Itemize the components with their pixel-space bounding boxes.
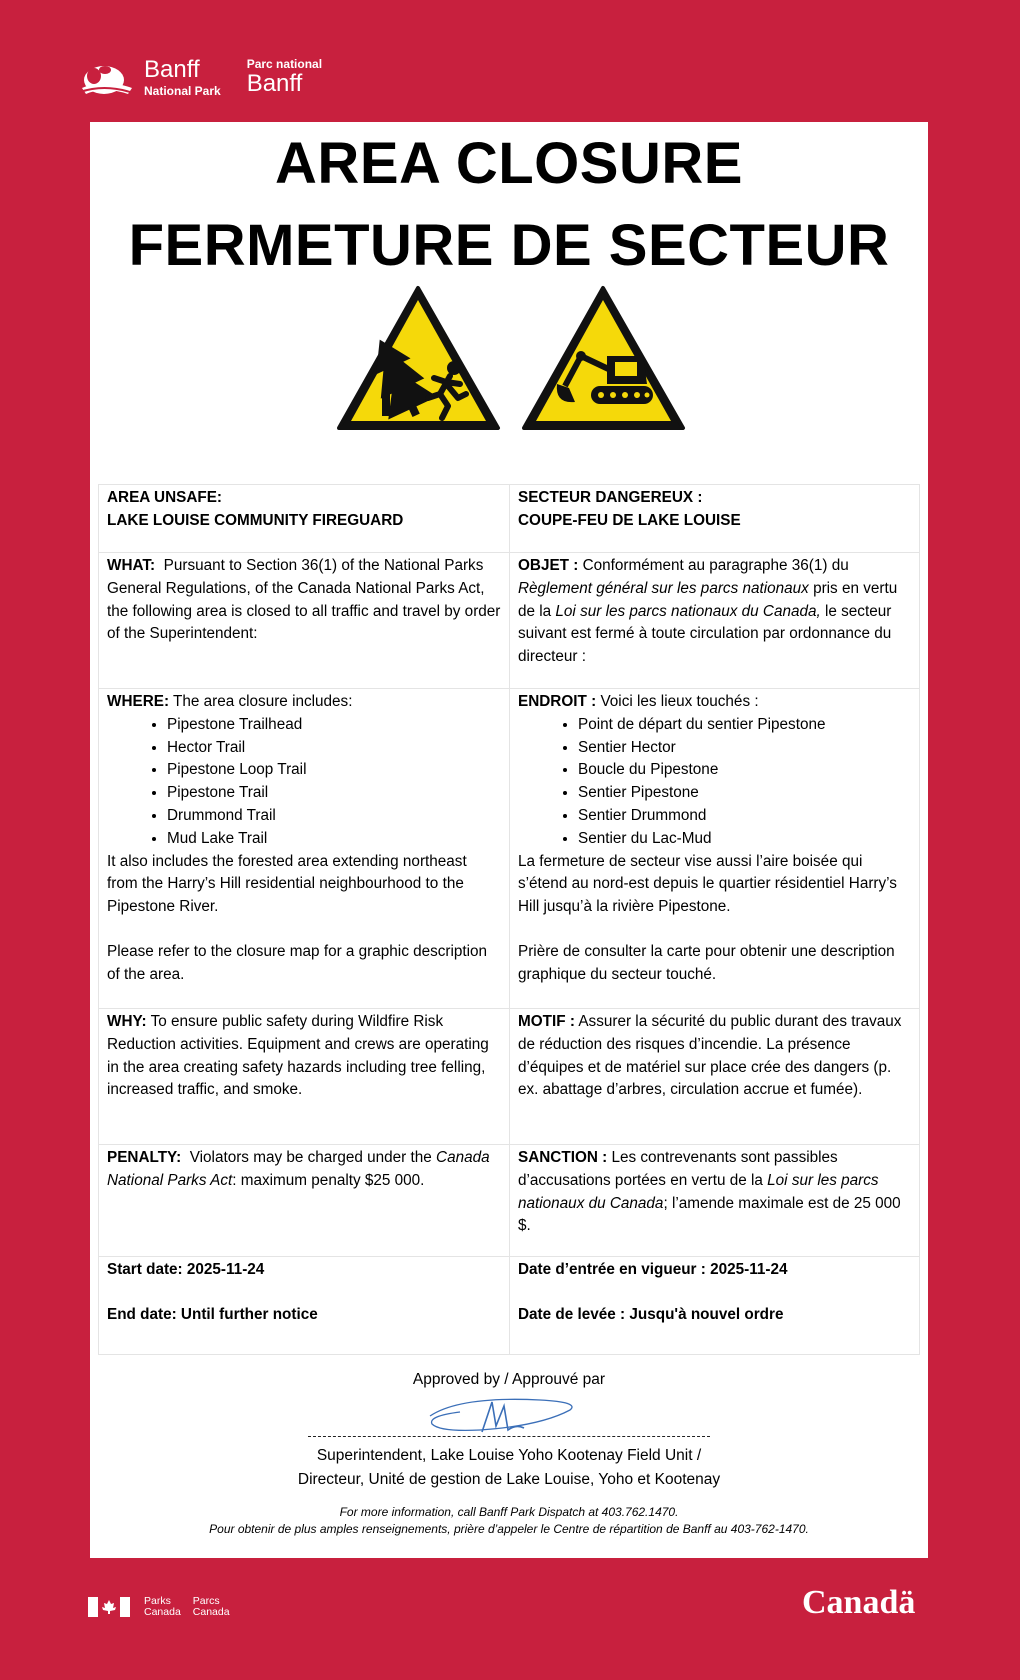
closure-info-table xyxy=(98,484,920,1355)
penalty-text-en-1: Violators may be charged under the xyxy=(189,1149,432,1166)
what-cell-en xyxy=(99,553,510,689)
signature-image xyxy=(420,1386,590,1442)
where-label-en: WHERE: xyxy=(107,693,170,710)
logo-fr-sub: Parc national xyxy=(246,57,323,71)
why-row xyxy=(99,1009,920,1145)
list-item: • Sentier Drummond xyxy=(578,805,911,828)
what-cell-fr xyxy=(510,553,920,689)
what-text-fr-1: Conformément au paragraphe 36(1) du xyxy=(582,557,849,574)
parks-en-line1: Parks xyxy=(144,1595,171,1607)
list-item: • Sentier Pipestone xyxy=(578,782,911,805)
what-label-fr: OBJET : xyxy=(518,557,579,574)
dates-cell-en xyxy=(99,1257,510,1355)
list-item: • Pipestone Trail xyxy=(167,782,501,805)
penalty-cell-en xyxy=(99,1145,510,1257)
where-cell-en xyxy=(99,689,510,1009)
contact-fr: Pour obtenir de plus amples renseignements, prière d’appeler le Centre de répartition de Banff au 403-762-1470. xyxy=(209,1522,809,1536)
penalty-label-fr: SANCTION : xyxy=(518,1149,608,1166)
what-italic-fr-1: Règlement général sur les parcs nationaux xyxy=(518,579,809,597)
what-text-fr-3: le secteur suivant est fermé à toute circulation par ordonnance du directeur : xyxy=(518,602,892,666)
list-item: • Boucle du Pipestone xyxy=(578,759,911,782)
what-italic-fr-2: Loi sur les parcs nationaux du Canada, xyxy=(555,602,821,620)
contact-info xyxy=(90,1504,928,1538)
parks-en-line2: Canada xyxy=(144,1606,181,1618)
where-refer-fr: Prière de consulter la carte pour obtenir une description graphique du secteur touché. xyxy=(518,942,895,983)
penalty-text-fr-2: ; l’amende maximale est de 25 000 $. xyxy=(518,1194,901,1235)
contact-en: For more information, call Banff Park Dispatch at 403.762.1470. xyxy=(339,1505,679,1519)
notice-panel xyxy=(90,122,928,1558)
falling-tree-warning-icon xyxy=(336,282,501,432)
end-date-en: End date: Until further notice xyxy=(107,1305,318,1323)
list-item: • Mud Lake Trail xyxy=(167,828,501,851)
area-cell-en xyxy=(99,485,510,553)
logo-fr-name: Banff xyxy=(246,70,303,97)
list-item: • Sentier Hector xyxy=(578,737,911,760)
canada-wordmark: Canadä xyxy=(802,1584,916,1621)
penalty-text-fr-1: Les contrevenants sont passibles d’accusations portées en vertu de la xyxy=(518,1149,838,1189)
penalty-italic-fr: Loi sur les parcs nationaux du Canada xyxy=(518,1171,879,1212)
where-cell-fr xyxy=(510,689,920,1009)
why-label-en: WHY: xyxy=(107,1013,147,1030)
where-list-en xyxy=(107,714,501,851)
penalty-row xyxy=(99,1145,920,1257)
start-date-en: Start date: 2025-11-24 xyxy=(107,1261,265,1278)
penalty-text-en-2: : maximum penalty $25 000. xyxy=(232,1171,425,1189)
why-label-fr: MOTIF : xyxy=(518,1013,575,1030)
where-intro-fr: Voici les lieux touchés : xyxy=(600,693,759,710)
parks-fr-line1: Parcs xyxy=(192,1595,220,1607)
area-row xyxy=(99,485,920,553)
dates-cell-fr xyxy=(510,1257,920,1355)
penalty-cell-fr xyxy=(510,1145,920,1257)
where-row xyxy=(99,689,920,1009)
parcs-canada-fr xyxy=(193,1596,230,1618)
list-item: • Drummond Trail xyxy=(167,805,501,828)
list-item: • Point de départ du sentier Pipestone xyxy=(578,714,911,737)
list-item: • Pipestone Trailhead xyxy=(167,714,501,737)
what-row xyxy=(99,553,920,689)
what-label-en: WHAT: xyxy=(107,557,156,574)
area-label-fr: SECTEUR DANGEREUX : xyxy=(518,489,703,506)
parks-canada-logo xyxy=(88,1596,230,1618)
why-cell-en xyxy=(99,1009,510,1145)
title-french: FERMETURE DE SECTEUR xyxy=(128,213,890,278)
approved-by: Approved by / Approuvé par xyxy=(412,1371,606,1388)
list-item: • Sentier du Lac-Mud xyxy=(578,828,911,851)
where-extra-fr: La fermeture de secteur vise aussi l’aire boisée qui s’étend au nord-est depuis le quartier résidentiel Harry’s Hill jusqu’à la rivière Pipestone. xyxy=(518,852,897,916)
why-text-fr: Assurer la sécurité du public durant des travaux de réduction des risques d’incendie. La présence d’équipes et de matériel sur place crée des dangers (p. ex. abattage d’arbres, circulation accrue et fumée). xyxy=(518,1013,902,1099)
signature-line xyxy=(308,1436,710,1437)
superintendent-title-en: Superintendent, Lake Louise Yoho Kootenay Field Unit / xyxy=(316,1447,702,1464)
where-label-fr: ENDROIT : xyxy=(518,693,597,710)
where-intro-en: The area closure includes: xyxy=(173,693,353,710)
area-label-en: AREA UNSAFE: xyxy=(107,489,223,506)
where-refer-en: Please refer to the closure map for a graphic description of the area. xyxy=(107,942,488,983)
logo-en-name: Banff xyxy=(144,55,200,83)
parks-fr-line2: Canada xyxy=(192,1606,230,1618)
penalty-italic-en: Canada National Parks Act xyxy=(107,1149,490,1189)
list-item: • Hector Trail xyxy=(167,737,501,760)
banff-national-park-logo xyxy=(78,56,322,98)
why-text-en: To ensure public safety during Wildfire Risk Reduction activities. Equipment and crews are operating in the area creating safety hazards including tree felling, increased traffic, and smoke. xyxy=(107,1013,489,1099)
beaver-logo-icon xyxy=(78,56,136,98)
excavator-warning-icon xyxy=(521,282,686,432)
penalty-label-en: PENALTY: xyxy=(107,1149,182,1166)
superintendent-title-fr: Directeur, Unité de gestion de Lake Louise, Yoho et Kootenay xyxy=(297,1471,721,1488)
area-value-fr: COUPE-FEU DE LAKE LOUISE xyxy=(518,511,741,529)
where-list-fr xyxy=(518,714,911,851)
canada-flag-icon xyxy=(88,1597,130,1617)
area-value-en: LAKE LOUISE COMMUNITY FIREGUARD xyxy=(107,511,404,529)
where-extra-en: It also includes the forested area extending northeast from the Harry’s Hill residential neighbourhood to the Pipestone River. xyxy=(107,852,467,916)
what-text-en: Pursuant to Section 36(1) of the National Parks General Regulations, of the Canada National Parks Act, the following area is closed to all traffic and travel by order of the Superintendent: xyxy=(107,557,501,643)
what-text-fr-2: pris en vertu de la xyxy=(518,579,898,620)
superintendent-title xyxy=(90,1444,928,1492)
start-date-fr: Date d’entrée en vigueur : 2025-11-24 xyxy=(518,1261,788,1278)
area-cell-fr xyxy=(510,485,920,553)
end-date-fr: Date de levée : Jusqu'à nouvel ordre xyxy=(518,1305,784,1323)
parks-canada-en xyxy=(144,1596,181,1618)
dates-row xyxy=(99,1257,920,1355)
list-item: • Pipestone Loop Trail xyxy=(167,759,501,782)
title-english: AREA CLOSURE xyxy=(275,131,743,196)
warning-signs xyxy=(336,282,686,432)
why-cell-fr xyxy=(510,1009,920,1145)
logo-en-sub: National Park xyxy=(144,83,221,98)
